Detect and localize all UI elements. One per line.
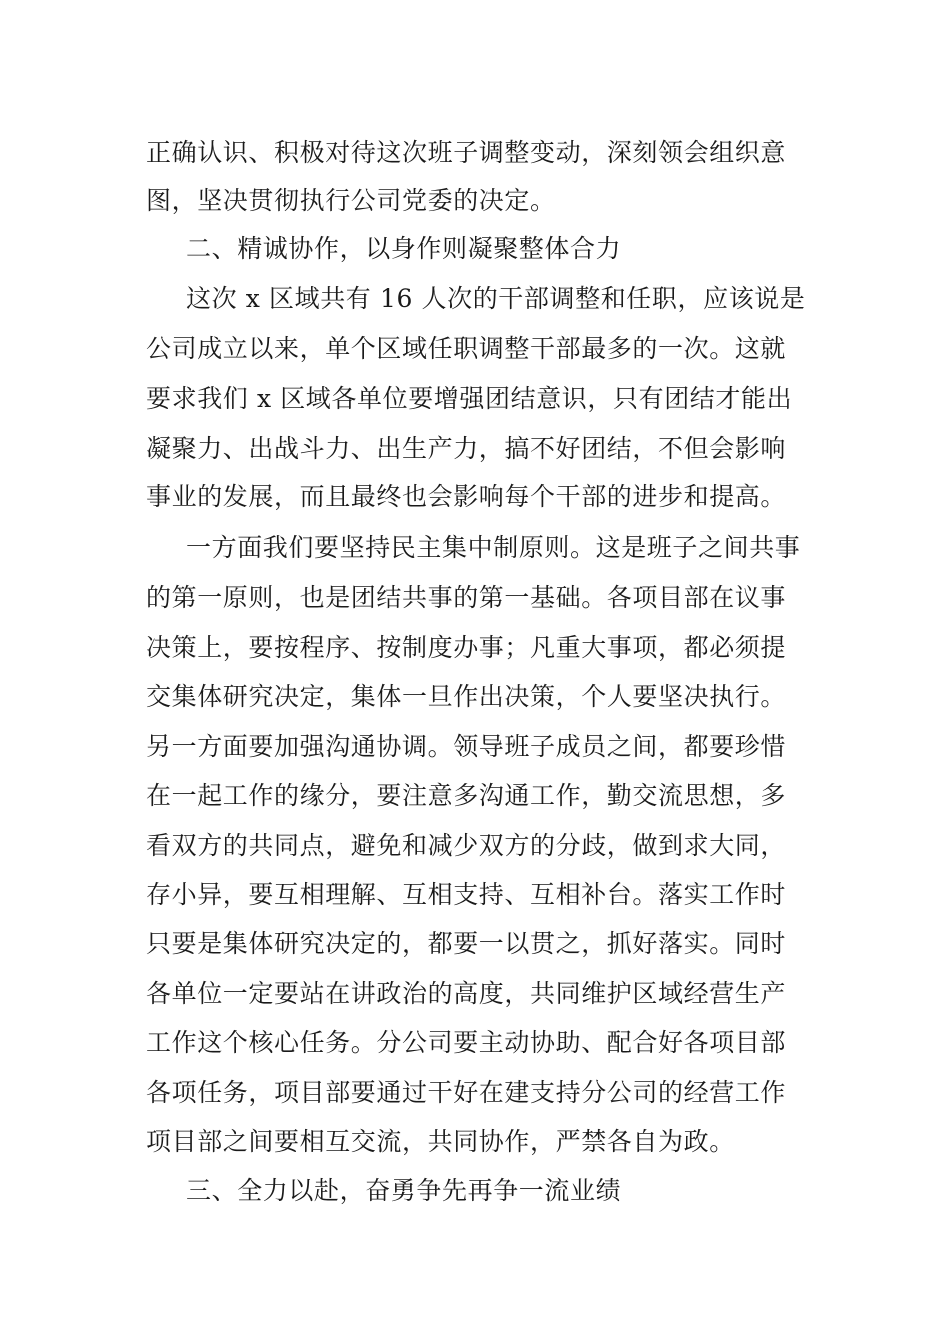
text-line: 在一起工作的缘分，要注意多沟通工作，勤交流思想，多 [146, 781, 787, 810]
text-line: 图，坚决贯彻执行公司党委的决定。 [146, 186, 556, 215]
text-line: 凝聚力、出战斗力、出生产力，搞不好团结，不但会影响 [146, 434, 787, 463]
text-line: 只要是集体研究决定的，都要一以贯之，抓好落实。同时 [146, 929, 787, 958]
section-heading: 三、全力以赴，奋勇争先再争一流业绩 [186, 1176, 622, 1205]
text-line: 的第一原则，也是团结共事的第一基础。各项目部在议事 [146, 583, 787, 612]
text-line: 这次 x 区域共有 16 人次的干部调整和任职，应该说是 [186, 284, 806, 313]
text-line: 正确认识、积极对待这次班子调整变动，深刻领会组织意 [146, 138, 787, 167]
text-line: 决策上，要按程序、按制度办事；凡重大事项，都必须提 [146, 633, 787, 662]
text-line: 各项任务，项目部要通过干好在建支持分公司的经营工作 [146, 1078, 787, 1107]
text-line: 项目部之间要相互交流，共同协作，严禁各自为政。 [146, 1127, 735, 1156]
text-line: 另一方面要加强沟通协调。领导班子成员之间，都要珍惜 [146, 732, 787, 761]
text-line: 事业的发展，而且最终也会影响每个干部的进步和提高。 [146, 482, 787, 511]
text-line: 一方面我们要坚持民主集中制原则。这是班子之间共事 [186, 533, 801, 562]
text-line: 要求我们 x 区域各单位要增强团结意识，只有团结才能出 [146, 384, 793, 413]
text-line: 存小异，要互相理解、互相支持、互相补台。落实工作时 [146, 880, 787, 909]
section-heading: 二、精诚协作，以身作则凝聚整体合力 [186, 234, 622, 263]
text-line: 公司成立以来，单个区域任职调整干部最多的一次。这就 [146, 334, 787, 363]
text-line: 看双方的共同点，避免和减少双方的分歧，做到求大同， [146, 831, 787, 860]
text-line: 交集体研究决定，集体一旦作出决策，个人要坚决执行。 [146, 682, 787, 711]
text-line: 各单位一定要站在讲政治的高度，共同维护区域经营生产 [146, 979, 787, 1008]
text-line: 工作这个核心任务。分公司要主动协助、配合好各项目部 [146, 1028, 787, 1057]
